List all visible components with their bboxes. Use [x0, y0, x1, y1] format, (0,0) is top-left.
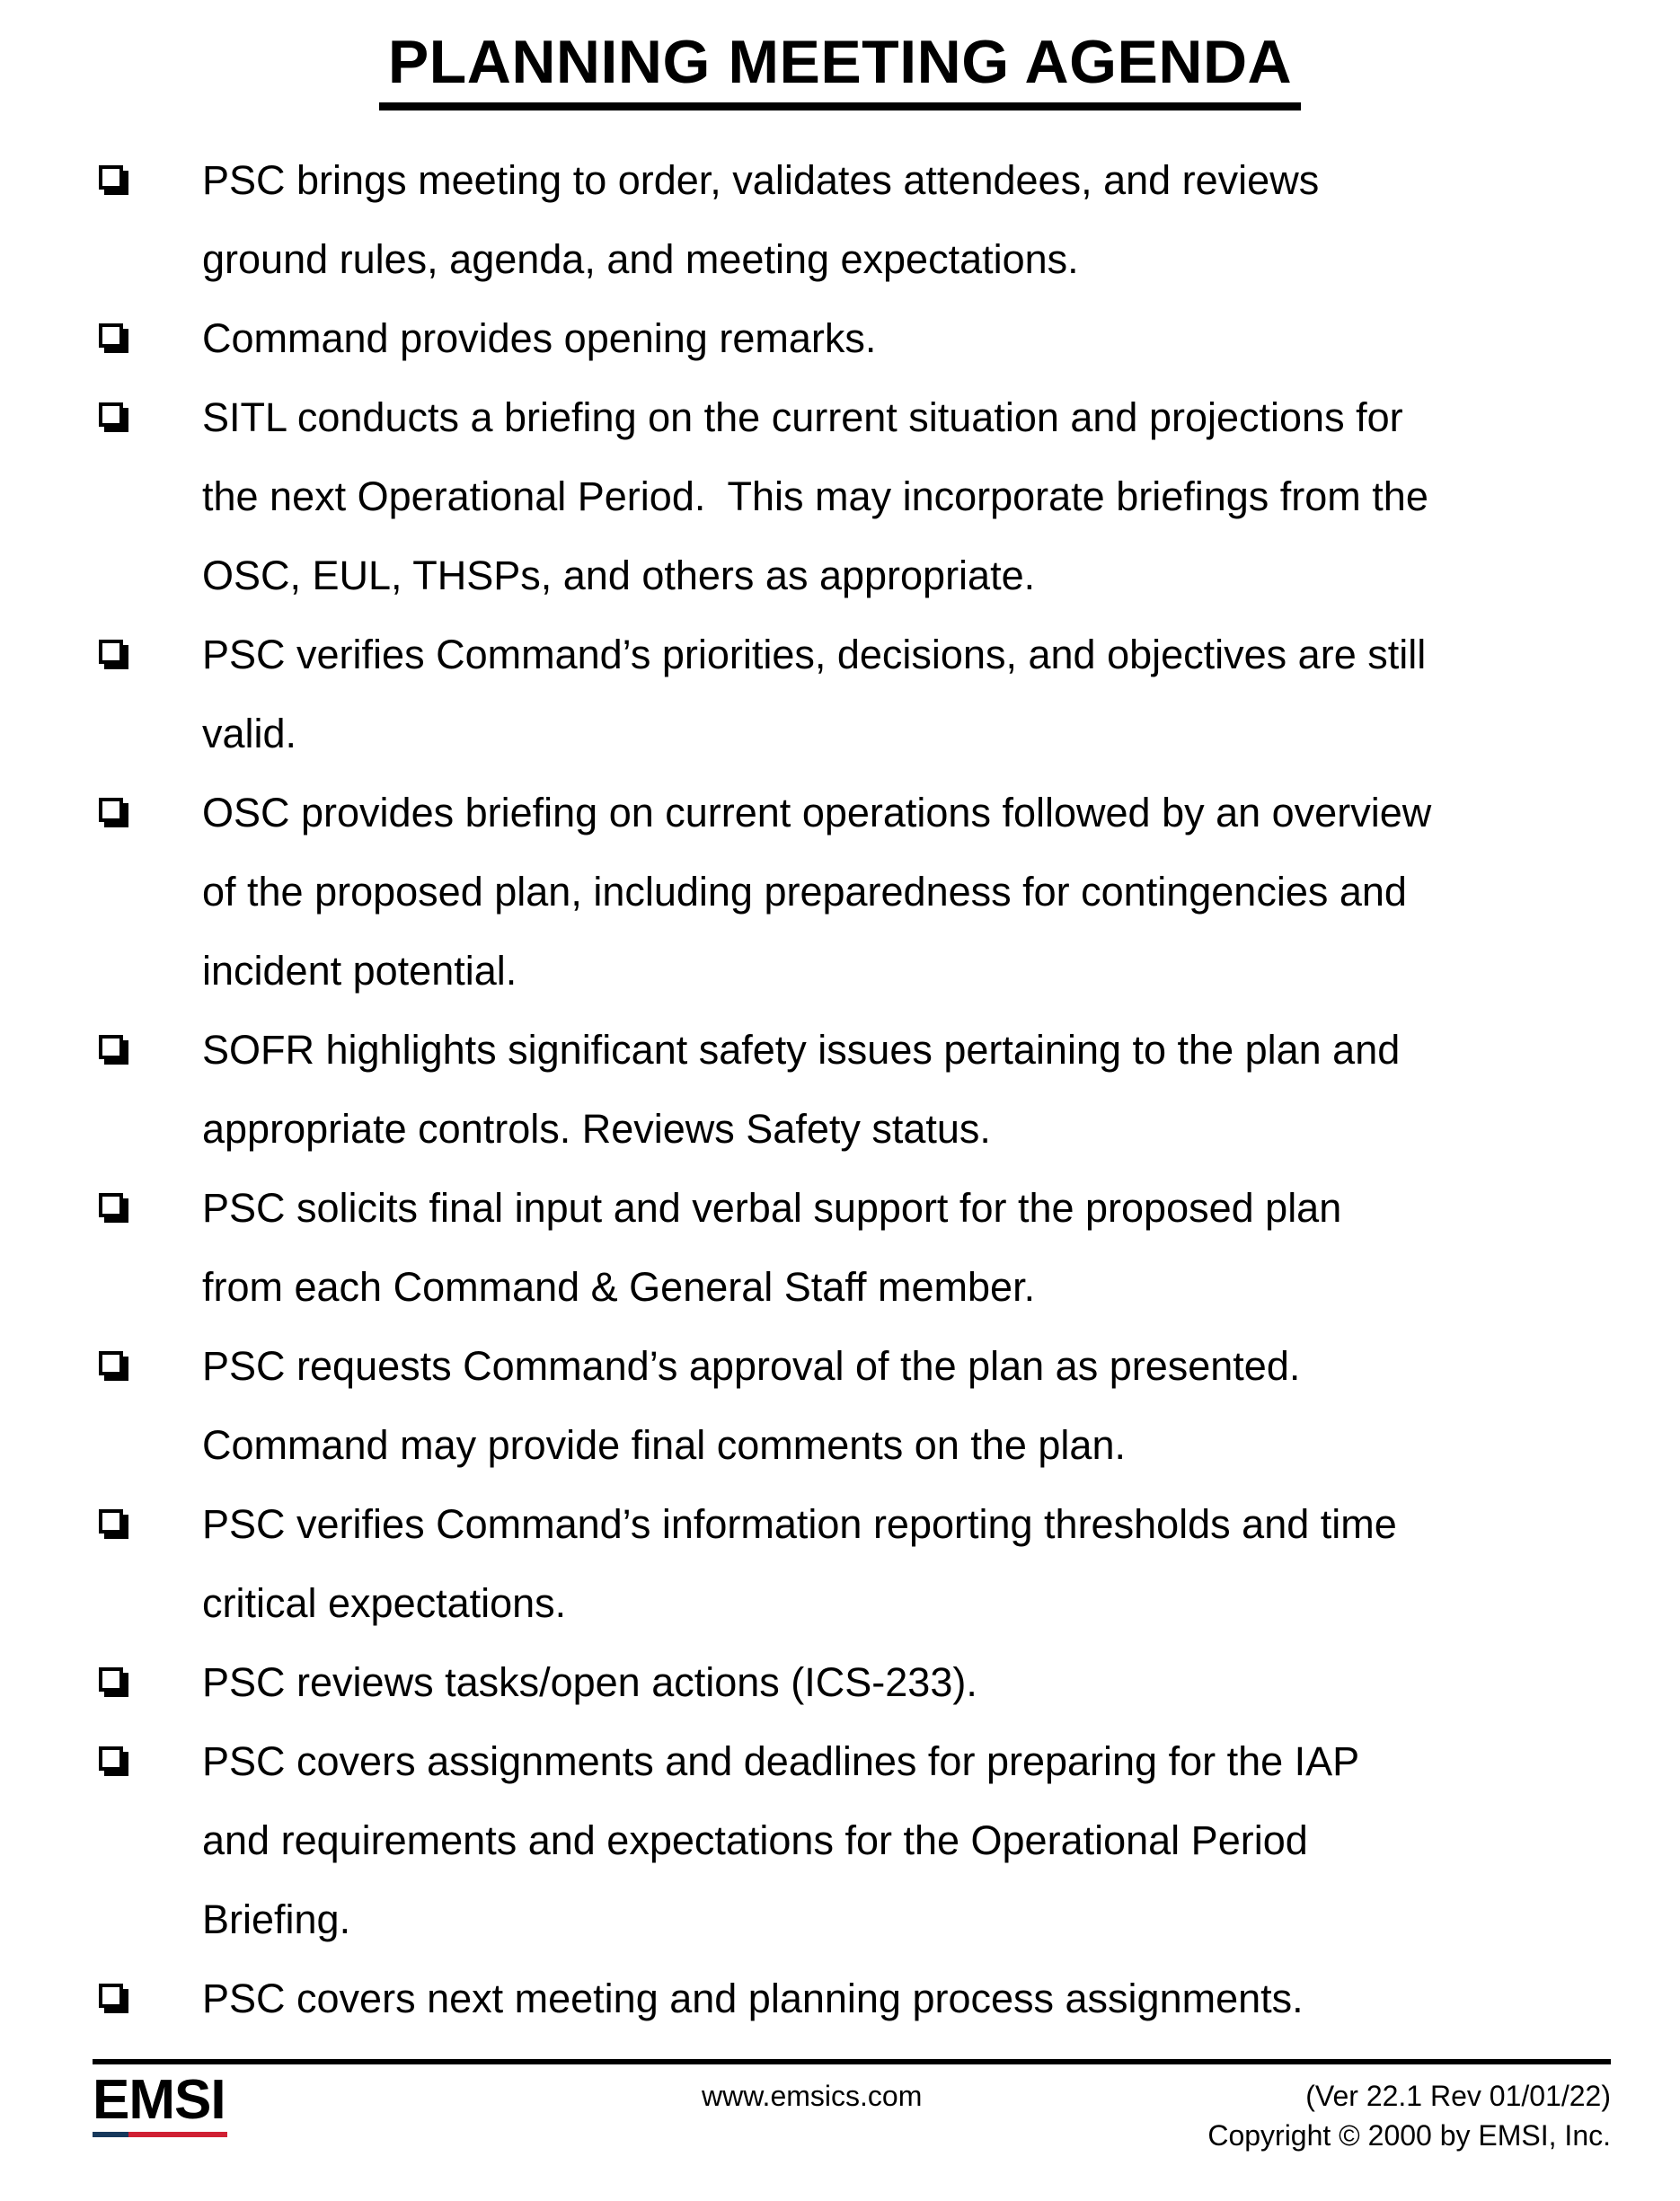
agenda-item	[99, 1169, 1635, 1327]
checkbox-icon	[99, 1035, 123, 1059]
checkbox-cell	[99, 1643, 202, 1692]
checkbox-icon	[99, 402, 123, 427]
footer-url: www.emsics.com	[701, 2080, 923, 2112]
agenda-item-line: PSC verifies Command’s information reporting thresholds and time	[202, 1501, 1397, 1547]
agenda-item-line: the next Operational Period. This may incorporate briefings from the	[202, 473, 1428, 519]
checkbox-icon	[99, 1667, 123, 1692]
checkbox-cell	[99, 773, 202, 822]
checkbox-icon	[99, 1746, 123, 1771]
checkbox-icon	[99, 165, 123, 190]
checkbox-cell	[99, 615, 202, 664]
checkbox-cell	[99, 378, 202, 427]
agenda-item	[99, 299, 1635, 378]
checkbox-cell	[99, 141, 202, 190]
agenda-item	[99, 615, 1635, 773]
agenda-item-line: from each Command & General Staff member.	[202, 1264, 1036, 1310]
agenda-item-line: PSC reviews tasks/open actions (ICS-233).	[202, 1659, 977, 1705]
agenda-item-line: OSC, EUL, THSPs, and others as appropriate.	[202, 552, 1036, 598]
agenda-item-line: critical expectations.	[202, 1580, 567, 1626]
footer-version: (Ver 22.1 Rev 01/01/22)	[1305, 2080, 1611, 2112]
agenda-item-line: valid.	[202, 711, 297, 756]
agenda-item-line: SITL conducts a briefing on the current situation and projections for	[202, 394, 1403, 440]
agenda-item	[99, 1643, 1635, 1722]
agenda-item	[99, 1959, 1635, 2038]
checkbox-cell	[99, 1011, 202, 1059]
agenda-item-line: PSC covers next meeting and planning process assignments.	[202, 1976, 1304, 2021]
checkbox-cell	[99, 299, 202, 348]
checkbox-cell	[99, 1485, 202, 1534]
agenda-item-line: and requirements and expectations for the Operational Period	[202, 1817, 1308, 1863]
agenda-item-line: PSC verifies Command’s priorities, decisions, and objectives are still	[202, 632, 1427, 677]
agenda-item	[99, 1011, 1635, 1169]
agenda-item-line: Briefing.	[202, 1896, 351, 1942]
agenda-item-line: of the proposed plan, including preparedness for contingencies and	[202, 869, 1407, 915]
agenda-item-line: PSC solicits final input and verbal support for the proposed plan	[202, 1185, 1342, 1231]
agenda-item-line: Command may provide final comments on the plan.	[202, 1422, 1126, 1468]
agenda-item-line: Command provides opening remarks.	[202, 315, 877, 361]
checkbox-icon	[99, 640, 123, 664]
agenda-checklist	[0, 141, 1680, 2038]
agenda-item	[99, 1485, 1635, 1643]
checkbox-icon	[99, 1193, 123, 1217]
agenda-item-line: PSC covers assignments and deadlines for preparing for the IAP	[202, 1738, 1360, 1784]
checkbox-icon	[99, 323, 123, 348]
checkbox-icon	[99, 1984, 123, 2008]
logo-bar-navy-segment	[93, 2132, 128, 2137]
checkbox-icon	[99, 798, 123, 822]
emsi-logo-bar	[93, 2132, 227, 2137]
checkbox-cell	[99, 1722, 202, 1771]
agenda-item-line: SOFR highlights significant safety issues pertaining to the plan and	[202, 1027, 1401, 1073]
checkbox-icon	[99, 1351, 123, 1375]
agenda-item-line: incident potential.	[202, 948, 517, 994]
agenda-item	[99, 1327, 1635, 1485]
agenda-item-line: OSC provides briefing on current operations followed by an overview	[202, 790, 1432, 835]
agenda-item-line: appropriate controls. Reviews Safety status.	[202, 1106, 991, 1152]
agenda-item	[99, 141, 1635, 299]
title-area	[0, 27, 1680, 110]
agenda-item-line: PSC requests Command’s approval of the plan as presented.	[202, 1343, 1301, 1389]
checkbox-icon	[99, 1509, 123, 1534]
footer	[93, 2059, 1611, 2155]
checkbox-cell	[99, 1327, 202, 1375]
page-title: PLANNING MEETING AGENDA	[379, 27, 1301, 110]
agenda-item-line: ground rules, agenda, and meeting expectations.	[202, 236, 1079, 282]
agenda-item	[99, 1722, 1635, 1959]
checkbox-cell	[99, 1169, 202, 1217]
logo-bar-red-segment	[128, 2132, 227, 2137]
agenda-item	[99, 378, 1635, 615]
agenda-item-line: PSC brings meeting to order, validates attendees, and reviews	[202, 157, 1320, 203]
footer-meta	[1207, 2073, 1611, 2155]
footer-copyright: Copyright © 2000 by EMSI, Inc.	[1207, 2119, 1611, 2152]
emsi-logo	[93, 2069, 416, 2137]
emsi-logo-text: EMSI	[93, 2069, 225, 2131]
checkbox-cell	[99, 1959, 202, 2008]
agenda-item	[99, 773, 1635, 1011]
